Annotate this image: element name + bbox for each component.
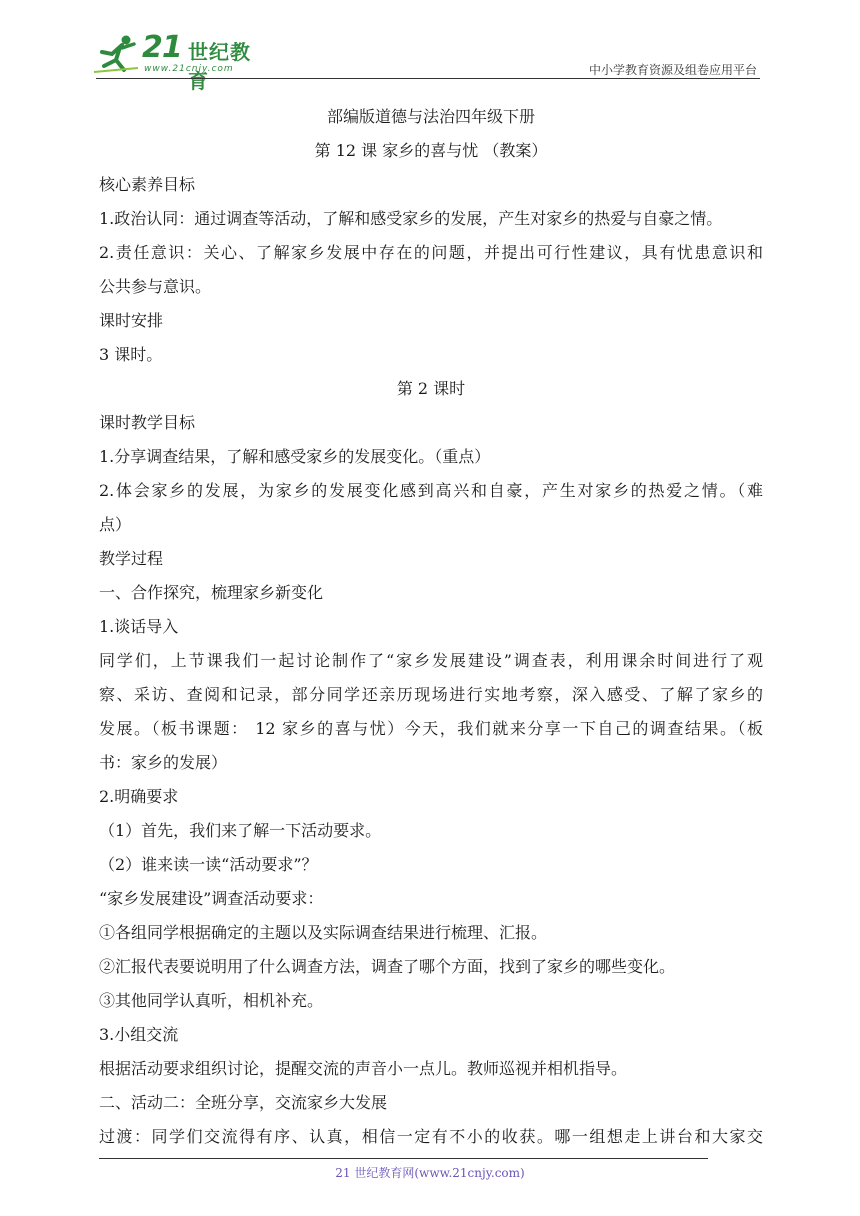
- footer-divider: [99, 1158, 708, 1159]
- paragraph-line: ①各组同学根据确定的主题以及实际调查结果进行梳理、汇报。: [99, 923, 548, 942]
- paragraph-line: 公共参与意识。: [99, 277, 212, 296]
- header-tagline: 中小学教育资源及组卷应用平台: [588, 63, 757, 77]
- paragraph-line: 1.政治认同：通过调查等活动，了解和感受家乡的发展，产生对家乡的热爱与自豪之情。: [99, 209, 723, 228]
- paragraph-line: 3.小组交流: [99, 1025, 179, 1044]
- logo-text: 世纪教育: [188, 40, 251, 93]
- runner-logo-icon: [92, 34, 142, 74]
- doc-title: 部编版道德与法治四年级下册: [326, 107, 535, 126]
- section-heading: 课时教学目标: [99, 413, 196, 432]
- doc-subtitle: 第 12 课 家乡的喜与忧 （教案）: [314, 141, 548, 160]
- paragraph-line: “家乡发展建设”调查活动要求：: [99, 889, 324, 908]
- lesson-period-heading: 第 2 课时: [396, 379, 466, 398]
- paragraph-line: （2）谁来读一读“活动要求”？: [99, 855, 318, 874]
- page-header: [0, 0, 860, 93]
- paragraph-line: （1）首先，我们来了解一下活动要求。: [99, 821, 382, 840]
- paragraph-line: 根据活动要求组织讨论，提醒交流的声音小一点儿。教师巡视并相机指导。: [99, 1059, 628, 1078]
- paragraph-line: ②汇报代表要说明用了什么调查方法，调查了哪个方面，找到了家乡的哪些变化。: [99, 957, 676, 976]
- paragraph-line: 点）: [99, 515, 132, 534]
- section-heading: 教学过程: [99, 549, 164, 568]
- document-body: [99, 100, 763, 1154]
- paragraph-line: 2.明确要求: [99, 787, 179, 806]
- paragraph-line: 2.责任意识：关心、了解家乡发展中存在的问题，并提出可行性建议，具有忧患意识和: [99, 243, 763, 262]
- paragraph-line: 1.分享调查结果，了解和感受家乡的发展变化。（重点）: [99, 447, 491, 466]
- paragraph-line: 发展。（板书课题： 12 家乡的喜与忧）今天，我们就来分享一下自己的调查结果。（板: [99, 719, 763, 738]
- logo-url: www.21cnjy.com: [144, 64, 234, 74]
- paragraph-line: 2.体会家乡的发展，为家乡的发展变化感到高兴和自豪，产生对家乡的热爱之情。（难: [99, 481, 763, 500]
- header-divider: [96, 78, 760, 79]
- paragraph-line: 一、合作探究，梳理家乡新变化: [99, 583, 324, 602]
- paragraph-line: 3 课时。: [99, 345, 163, 364]
- paragraph-line: ③其他同学认真听，相机补充。: [99, 991, 324, 1010]
- paragraph-line: 过渡：同学们交流得有序、认真，相信一定有不小的收获。哪一组想走上讲台和大家交: [99, 1127, 763, 1146]
- paragraph-line: 二、活动二：全班分享，交流家乡大发展: [99, 1093, 388, 1112]
- paragraph-line: 察、采访、查阅和记录，部分同学还亲历现场进行实地考察，深入感受、了解了家乡的: [99, 685, 763, 704]
- section-heading: 课时安排: [99, 311, 164, 330]
- paragraph-line: 同学们，上节课我们一起讨论制作了“家乡发展建设”调查表，利用课余时间进行了观: [99, 651, 763, 670]
- logo-number: 21: [142, 30, 182, 65]
- site-logo: [92, 30, 262, 93]
- page-footer: 21 世纪教育网(www.21cnjy.com): [335, 1166, 525, 1180]
- paragraph-line: 1.谈话导入: [99, 617, 179, 636]
- section-heading: 核心素养目标: [99, 175, 196, 194]
- paragraph-line: 书：家乡的发展）: [99, 753, 228, 772]
